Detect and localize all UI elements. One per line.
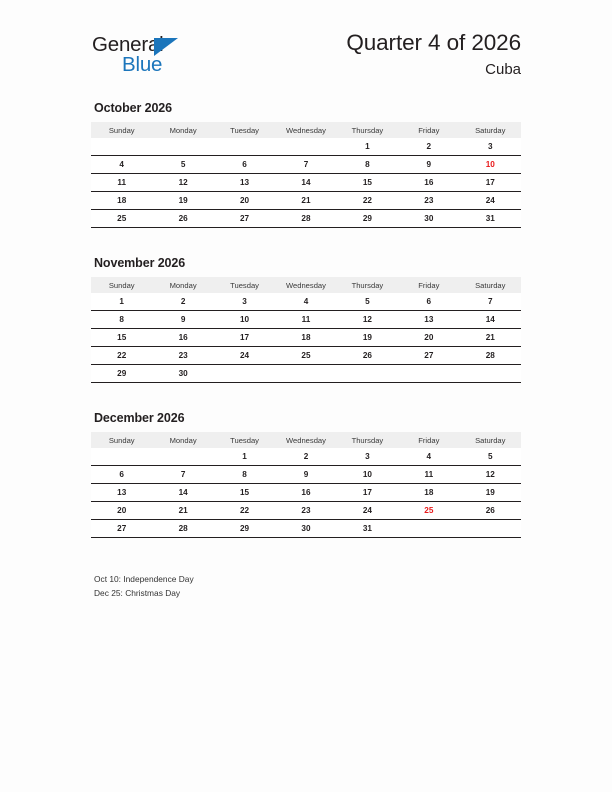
day-cell[interactable]: 24 [460, 192, 521, 210]
legend-item: Oct 10: Independence Day [94, 574, 194, 584]
day-cell-holiday[interactable]: 10 [460, 156, 521, 174]
day-cell[interactable]: 1 [214, 448, 275, 466]
day-cell[interactable]: 23 [275, 502, 336, 520]
day-cell[interactable]: 30 [152, 365, 213, 383]
week-row [91, 448, 521, 466]
day-cell[interactable]: 13 [398, 311, 459, 329]
weekday-header-row [91, 277, 521, 293]
day-cell[interactable]: 8 [337, 156, 398, 174]
day-cell[interactable]: 17 [460, 174, 521, 192]
day-cell[interactable]: 24 [214, 347, 275, 365]
day-cell[interactable]: 6 [398, 293, 459, 311]
day-cell[interactable]: 11 [91, 174, 152, 192]
weekday-header-sunday: Sunday [91, 277, 152, 293]
month-grid [91, 432, 521, 538]
day-cell-holiday[interactable]: 25 [398, 502, 459, 520]
day-cell[interactable]: 1 [337, 138, 398, 156]
day-cell[interactable]: 3 [214, 293, 275, 311]
day-cell[interactable]: 15 [214, 484, 275, 502]
day-cell[interactable]: 28 [275, 210, 336, 228]
day-cell[interactable]: 29 [91, 365, 152, 383]
day-cell[interactable]: 10 [337, 466, 398, 484]
legend-item: Dec 25: Christmas Day [94, 588, 181, 598]
week-row [91, 138, 521, 156]
day-cell[interactable]: 7 [460, 293, 521, 311]
weekday-header-sunday: Sunday [91, 432, 152, 448]
day-cell-empty [214, 138, 275, 156]
day-cell[interactable]: 26 [152, 210, 213, 228]
day-cell[interactable]: 11 [398, 466, 459, 484]
page-title: Quarter 4 of 2026 [346, 30, 521, 55]
day-cell[interactable]: 28 [460, 347, 521, 365]
day-cell[interactable]: 23 [152, 347, 213, 365]
day-cell[interactable]: 8 [91, 311, 152, 329]
day-cell[interactable]: 13 [91, 484, 152, 502]
day-cell[interactable]: 26 [460, 502, 521, 520]
day-cell[interactable]: 30 [398, 210, 459, 228]
day-cell[interactable]: 31 [337, 520, 398, 538]
day-cell[interactable]: 20 [91, 502, 152, 520]
day-cell[interactable]: 25 [275, 347, 336, 365]
day-cell[interactable]: 28 [152, 520, 213, 538]
day-cell[interactable]: 25 [91, 210, 152, 228]
month-title: October 2026 [94, 101, 173, 115]
page-header [0, 30, 612, 92]
month-block [91, 101, 521, 228]
week-row [91, 466, 521, 484]
weekday-header-saturday: Saturday [460, 432, 521, 448]
day-cell[interactable]: 19 [152, 192, 213, 210]
day-cell[interactable]: 18 [91, 192, 152, 210]
weekday-header-monday: Monday [152, 432, 213, 448]
weekday-header-wednesday: Wednesday [275, 277, 336, 293]
day-cell-empty [275, 138, 336, 156]
day-cell-empty [460, 365, 521, 383]
day-cell[interactable]: 27 [91, 520, 152, 538]
day-cell[interactable]: 23 [398, 192, 459, 210]
day-cell-empty [152, 138, 213, 156]
weekday-header-tuesday: Tuesday [214, 432, 275, 448]
day-cell[interactable]: 12 [337, 311, 398, 329]
week-row [91, 311, 521, 329]
weekday-header-monday: Monday [152, 122, 213, 138]
month-title: December 2026 [94, 411, 185, 425]
day-cell-empty [398, 520, 459, 538]
week-row [91, 484, 521, 502]
holiday-legend [94, 572, 494, 600]
day-cell[interactable]: 4 [91, 156, 152, 174]
country-label: Cuba [485, 60, 521, 78]
day-cell[interactable]: 12 [152, 174, 213, 192]
day-cell[interactable]: 13 [214, 174, 275, 192]
day-cell[interactable]: 14 [152, 484, 213, 502]
logo-text-general: General [92, 33, 164, 56]
day-cell[interactable]: 17 [214, 329, 275, 347]
month-grid [91, 277, 521, 383]
day-cell[interactable]: 29 [337, 210, 398, 228]
day-cell-empty [214, 365, 275, 383]
day-cell[interactable]: 21 [275, 192, 336, 210]
day-cell-empty [275, 365, 336, 383]
week-row [91, 365, 521, 383]
day-cell[interactable]: 14 [460, 311, 521, 329]
weekday-header-row [91, 432, 521, 448]
week-row [91, 520, 521, 538]
day-cell[interactable]: 7 [275, 156, 336, 174]
weekday-header-sunday: Sunday [91, 122, 152, 138]
day-cell[interactable]: 5 [152, 156, 213, 174]
week-row [91, 174, 521, 192]
day-cell[interactable]: 1 [91, 293, 152, 311]
day-cell[interactable]: 4 [398, 448, 459, 466]
month-title: November 2026 [94, 256, 186, 270]
weekday-header-monday: Monday [152, 277, 213, 293]
day-cell[interactable]: 10 [214, 311, 275, 329]
week-row [91, 210, 521, 228]
day-cell[interactable]: 9 [275, 466, 336, 484]
day-cell[interactable]: 2 [398, 138, 459, 156]
day-cell-empty [398, 365, 459, 383]
day-cell[interactable]: 5 [460, 448, 521, 466]
day-cell[interactable]: 20 [214, 192, 275, 210]
weekday-header-wednesday: Wednesday [275, 122, 336, 138]
day-cell[interactable]: 16 [398, 174, 459, 192]
week-row [91, 156, 521, 174]
day-cell-empty [460, 520, 521, 538]
month-block [91, 411, 521, 538]
day-cell-empty [91, 138, 152, 156]
day-cell[interactable]: 19 [337, 329, 398, 347]
day-cell[interactable]: 20 [398, 329, 459, 347]
day-cell[interactable]: 19 [460, 484, 521, 502]
day-cell[interactable]: 9 [152, 311, 213, 329]
day-cell[interactable]: 3 [337, 448, 398, 466]
day-cell[interactable]: 12 [460, 466, 521, 484]
day-cell[interactable]: 18 [275, 329, 336, 347]
title-block [346, 30, 521, 78]
week-row [91, 192, 521, 210]
month-block [91, 256, 521, 383]
day-cell-empty [152, 448, 213, 466]
logo-text-blue: Blue [122, 53, 163, 76]
weekday-header-friday: Friday [398, 122, 459, 138]
day-cell[interactable]: 2 [275, 448, 336, 466]
day-cell[interactable]: 17 [337, 484, 398, 502]
day-cell[interactable]: 21 [460, 329, 521, 347]
weekday-header-friday: Friday [398, 432, 459, 448]
day-cell[interactable]: 9 [398, 156, 459, 174]
day-cell[interactable]: 6 [214, 156, 275, 174]
week-row [91, 293, 521, 311]
weekday-header-thursday: Thursday [337, 277, 398, 293]
weekday-header-row [91, 122, 521, 138]
month-grid [91, 122, 521, 228]
day-cell[interactable]: 29 [214, 520, 275, 538]
weekday-header-tuesday: Tuesday [214, 277, 275, 293]
day-cell[interactable]: 16 [152, 329, 213, 347]
general-blue-logo [92, 35, 222, 87]
weekday-header-thursday: Thursday [337, 432, 398, 448]
day-cell[interactable]: 31 [460, 210, 521, 228]
day-cell[interactable]: 22 [214, 502, 275, 520]
weekday-header-wednesday: Wednesday [275, 432, 336, 448]
day-cell[interactable]: 7 [152, 466, 213, 484]
day-cell-empty [91, 448, 152, 466]
day-cell[interactable]: 6 [91, 466, 152, 484]
day-cell[interactable]: 30 [275, 520, 336, 538]
day-cell[interactable]: 4 [275, 293, 336, 311]
day-cell[interactable]: 18 [398, 484, 459, 502]
day-cell[interactable]: 2 [152, 293, 213, 311]
weekday-header-friday: Friday [398, 277, 459, 293]
week-row [91, 502, 521, 520]
weekday-header-tuesday: Tuesday [214, 122, 275, 138]
day-cell[interactable]: 26 [337, 347, 398, 365]
day-cell[interactable]: 22 [337, 192, 398, 210]
day-cell[interactable]: 5 [337, 293, 398, 311]
day-cell[interactable]: 24 [337, 502, 398, 520]
weekday-header-saturday: Saturday [460, 277, 521, 293]
day-cell[interactable]: 22 [91, 347, 152, 365]
week-row [91, 347, 521, 365]
day-cell[interactable]: 11 [275, 311, 336, 329]
week-row [91, 329, 521, 347]
day-cell[interactable]: 14 [275, 174, 336, 192]
day-cell[interactable]: 27 [398, 347, 459, 365]
day-cell[interactable]: 27 [214, 210, 275, 228]
day-cell-empty [337, 365, 398, 383]
weekday-header-thursday: Thursday [337, 122, 398, 138]
day-cell[interactable]: 16 [275, 484, 336, 502]
day-cell[interactable]: 8 [214, 466, 275, 484]
weekday-header-saturday: Saturday [460, 122, 521, 138]
day-cell[interactable]: 15 [337, 174, 398, 192]
day-cell[interactable]: 3 [460, 138, 521, 156]
day-cell[interactable]: 21 [152, 502, 213, 520]
day-cell[interactable]: 15 [91, 329, 152, 347]
